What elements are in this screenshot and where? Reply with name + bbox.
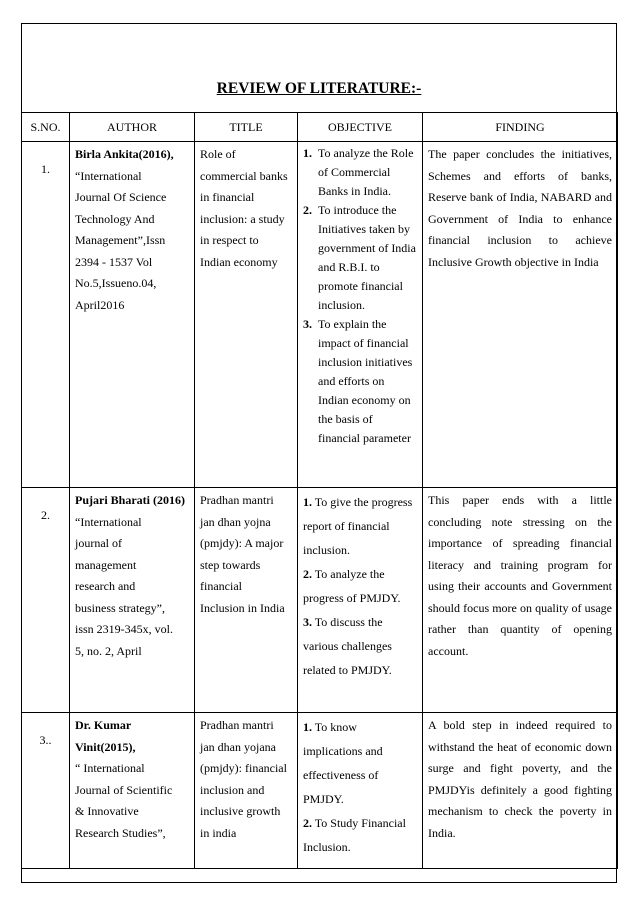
author-line: No.5,Issueno.04, (75, 276, 157, 290)
row-author (70, 488, 195, 713)
objective-text: To analyze the Role of Commercial Banks in India. (318, 146, 414, 198)
objective-list (303, 144, 417, 448)
objective-item (303, 201, 417, 315)
objective-number: 2. (303, 816, 312, 830)
objective-number: 1. (303, 720, 312, 734)
title-line: Indian economy (200, 254, 278, 269)
title-line: (pmjdy): A major (200, 536, 284, 550)
author-line: “International (75, 514, 142, 529)
objective-text: To Study Financial Inclusion. (303, 816, 406, 854)
title-line: jan dhan yojana (200, 739, 276, 754)
row-sno: 2. (22, 488, 70, 713)
title-line: Pradhan mantri (200, 718, 274, 732)
author-line: business strategy”, (75, 600, 165, 615)
objective-number: 2. (303, 567, 312, 581)
row-title (195, 713, 298, 869)
objective-text: To introduce the Initiatives taken by government of India and R.B.I. to promote financial inclusion. (318, 203, 416, 312)
header-objective: OBJECTIVE (298, 113, 423, 142)
author-line: Journal Of Science (75, 190, 167, 204)
title-line: inclusion and (200, 782, 265, 797)
objective-text: To explain the impact of financial inclusion initiatives and efforts on Indian economy on the basis of financial parameter (318, 317, 413, 445)
table-row (22, 713, 618, 869)
title-line: in financial (200, 190, 255, 204)
objective-text: To analyze the progress of PMJDY. (303, 567, 401, 605)
row-title (195, 488, 298, 713)
row-title (195, 142, 298, 488)
objective-item (303, 811, 417, 859)
header-title: TITLE (195, 113, 298, 142)
objective-item (303, 490, 417, 562)
author-line: research and (75, 579, 136, 593)
row-objective (298, 713, 423, 869)
objective-text: To give the progress report of financial inclusion. (303, 495, 413, 557)
objective-number: 3. (303, 317, 312, 331)
author-line: management (75, 557, 137, 572)
objective-number: 2. (303, 203, 312, 217)
objective-number: 3. (303, 615, 312, 629)
objective-item (303, 144, 417, 201)
author-line: Technology And (75, 211, 155, 226)
objective-text: To discuss the various challenges related to PMJDY. (303, 615, 392, 677)
author-line: “ International (75, 761, 145, 775)
title-line: in india (200, 825, 237, 840)
row-objective (298, 488, 423, 713)
author-name: Pujari Bharati (2016) (75, 493, 185, 507)
title-line: Inclusion in India (200, 600, 285, 615)
table-row (22, 142, 618, 488)
title-line: inclusion: a study (200, 211, 285, 226)
author-line: journal of (75, 536, 122, 550)
page-title: REVIEW OF LITERATURE:- (216, 80, 422, 97)
row-sno: 1. (22, 142, 70, 488)
author-line: 5, no. 2, April (75, 643, 142, 658)
header-sno: S.NO. (22, 113, 70, 142)
author-name: Birla Ankita(2016), (75, 147, 174, 161)
author-line: 2394 - 1537 Vol (75, 254, 153, 269)
author-name: Dr. Kumar Vinit(2015), (75, 718, 136, 754)
title-line: (pmjdy): financial (200, 761, 287, 775)
author-line: issn 2319-345x, vol. (75, 622, 174, 636)
objective-text: To know implications and effectiveness of PMJDY. (303, 720, 383, 806)
table-header-row (22, 113, 618, 142)
title-line: Role of (200, 147, 236, 161)
objective-number: 1. (303, 146, 312, 160)
objective-item (303, 715, 417, 811)
title-line: commercial banks (200, 168, 288, 183)
objective-item (303, 610, 417, 682)
author-line: “International (75, 168, 142, 183)
objective-item (303, 315, 417, 448)
header-finding: FINDING (423, 113, 618, 142)
row-finding: The paper concludes the initiatives, Schemes and efforts of banks, Reserve bank of India, NABARD and Government of India to enhance financial inclusion to achieve Inclusive Growth objective in India (423, 142, 618, 488)
title-line: step towards (200, 557, 261, 572)
row-finding: This paper ends with a little concluding note stressing on the importance of spreading financial literacy and training program for using their accounts and Government should focus more on quality of usage rather than quantity of opening account. (423, 488, 618, 713)
row-author (70, 713, 195, 869)
row-finding: A bold step in indeed required to withstand the heat of economic down surge and fight poverty, and the PMJDYis definitely a good fighting mechanism to check the poverty in India. (423, 713, 618, 869)
header-author: AUTHOR (70, 113, 195, 142)
objective-number: 1. (303, 495, 312, 509)
author-line: Journal of Scientific (75, 782, 173, 797)
author-line: & Innovative (75, 804, 139, 818)
row-author (70, 142, 195, 488)
title-line: jan dhan yojna (200, 514, 271, 529)
author-line: April2016 (75, 297, 125, 312)
author-line: Research Studies”, (75, 825, 166, 840)
title-line: Pradhan mantri (200, 493, 274, 507)
title-line: inclusive growth (200, 804, 281, 818)
row-objective (298, 142, 423, 488)
table-row (22, 488, 618, 713)
author-line: Management”,Issn (75, 233, 166, 247)
title-line: in respect to (200, 233, 259, 247)
literature-table (21, 112, 618, 869)
row-sno: 3.. (22, 713, 70, 869)
title-line: financial (200, 579, 242, 593)
objective-item (303, 562, 417, 610)
